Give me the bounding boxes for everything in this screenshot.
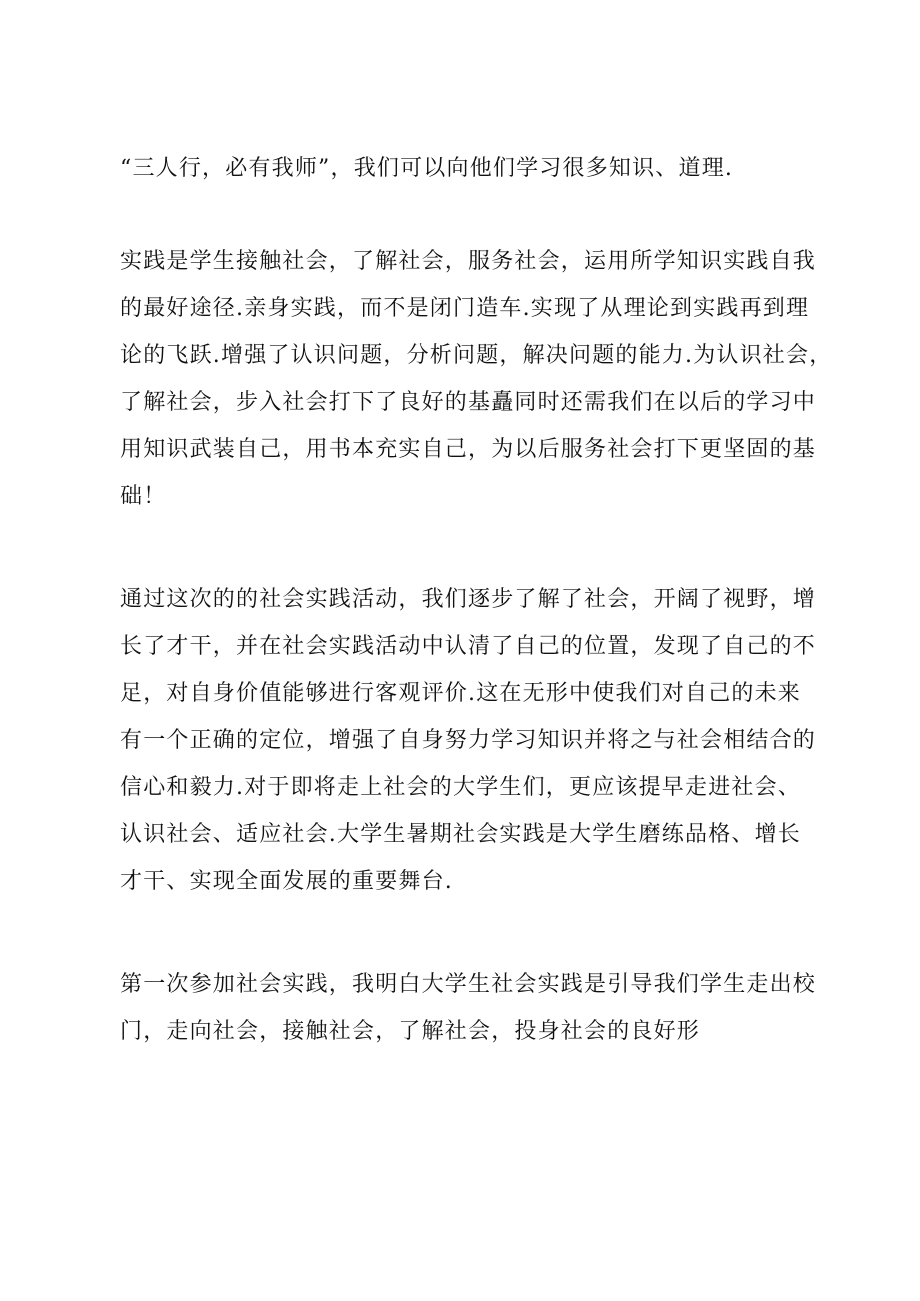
text-line: 了解社会，步入社会打下了良好的基矗同时还需我们在以后的学习中	[120, 390, 817, 415]
text-line: 长了才干，并在社会实践活动中认清了自己的位置，发现了自己的不	[120, 634, 817, 659]
text-line: 通过这次的的社会实践活动，我们逐步了解了社会，开阔了视野，增	[120, 587, 817, 612]
text-line: 有一个正确的定位，增强了自身努力学习知识并将之与社会相结合的	[120, 728, 817, 753]
text-line: 论的飞跃.增强了认识问题，分析问题，解决问题的能力.为认识社会，	[120, 343, 833, 368]
text-line: 用知识武装自己，用书本充实自己，为以后服务社会打下更坚固的基	[120, 437, 817, 462]
text-line: “三人行，必有我师”，我们可以向他们学习很多知识、道理.	[120, 156, 734, 181]
text-line: 的最好途径.亲身实践，而不是闭门造车.实现了从理论到实践再到理	[120, 296, 810, 321]
text-line: 第一次参加社会实践，我明白大学生社会实践是引导我们学生走出校	[120, 972, 817, 997]
text-line: 认识社会、适应社会.大学生暑期社会实践是大学生磨练品格、增长	[120, 822, 801, 847]
text-line: 足，对自身价值能够进行客观评价.这在无形中使我们对自己的未来	[120, 681, 801, 706]
text-line: 门，走向社会，接触社会，了解社会，投身社会的良好形	[120, 1019, 701, 1044]
text-line: 础！	[120, 484, 167, 509]
text-line: 才干、实现全面发展的重要舞台.	[120, 869, 453, 894]
text-line: 实践是学生接触社会，了解社会，服务社会，运用所学知识实践自我	[120, 249, 817, 274]
text-line: 信心和毅力.对于即将走上社会的大学生们，更应该提早走进社会、	[120, 775, 801, 800]
